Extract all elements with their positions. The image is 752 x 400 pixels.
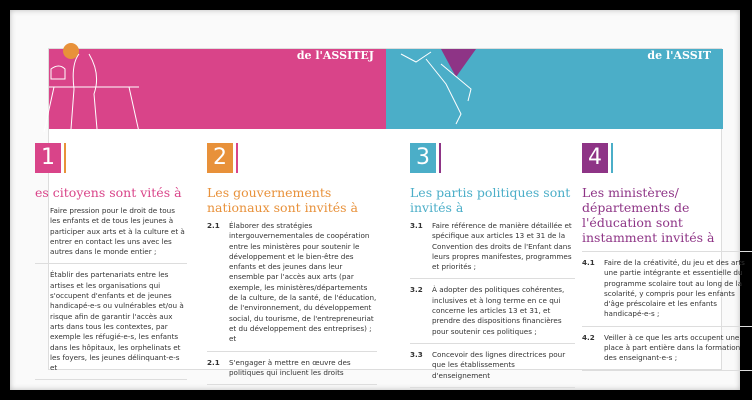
column-governments	[207, 143, 377, 385]
banner-caption: de l'ASSIT	[647, 49, 711, 62]
picture-frame-mat	[10, 10, 745, 390]
item-text: Faire pression pour le droit de tous les enfants et de tous les jeunes à participer aux arts et à la culture et à entrer en contact les uns avec les autres dans le monde entier ;	[50, 206, 185, 257]
list-item	[582, 327, 752, 371]
column-citizens	[35, 143, 187, 380]
section-number-badge: 2	[207, 143, 233, 173]
item-text: Établir des partenariats entre les artises et les organisations qui s'occupent d'enfants et de jeunes handicapé-e-s ou vulnérables et/ou à risque afin de garantir l'accès aux arts dans tous les contextes, par exemple les réfugié-e-s, les enfants dans les hôpitaux, les orphelinats et les foyers, les jeunes délinquant-e-s et	[50, 270, 184, 373]
section-number-badge: 3	[410, 143, 436, 173]
list-item	[410, 344, 575, 388]
section-number-badge: 1	[35, 143, 61, 173]
section-heading: Les partis politiques sont invités à	[410, 185, 571, 215]
list-item	[207, 352, 377, 386]
list-item	[35, 264, 187, 380]
item-text: Faire référence de manière détaillée et spécifique aux articles 13 et 31 de la Convention des droits de l'Enfant dans leurs propres manifestes, programmes et priorités ;	[432, 221, 572, 272]
item-text: Concevoir des lignes directrices pour que les établissements d'enseignement	[432, 349, 566, 380]
item-number: 4.2	[582, 332, 595, 342]
item-number: 2.1	[207, 221, 220, 230]
list-item	[35, 200, 187, 264]
section-number-badge: 4	[582, 143, 608, 173]
accent-bar	[439, 143, 441, 173]
column-education-ministries	[582, 143, 752, 371]
list-item	[582, 251, 752, 327]
accent-bar	[611, 143, 613, 173]
column-political-parties	[410, 143, 575, 388]
flying-figure-illustration-icon	[401, 49, 521, 129]
item-number: 3.2	[410, 285, 423, 295]
banner-blue	[386, 49, 723, 129]
section-heading: es citoyens sont vités à	[35, 185, 182, 200]
item-number: 3.1	[410, 221, 423, 230]
item-number: 2.1	[207, 357, 220, 367]
item-number: 3.3	[410, 349, 423, 359]
accent-bar	[64, 143, 66, 173]
item-number: 4.1	[582, 258, 595, 267]
item-text: S'engager à mettre en œuvre des politiques qui incluent les droits	[229, 357, 351, 377]
item-text: Veiller à ce que les arts occupent une place à part entière dans la formation des enseignant-e-s ;	[604, 332, 741, 363]
list-item	[410, 215, 575, 279]
document-page	[35, 48, 745, 380]
list-item	[207, 215, 377, 352]
banner-caption: de l'ASSITEJ	[296, 49, 374, 62]
child-painting-illustration-icon	[49, 49, 179, 129]
accent-bar	[236, 143, 238, 173]
list-item	[410, 279, 575, 343]
section-heading: Les gouvernements nationaux sont invités à	[207, 185, 358, 215]
item-text: À adopter des politiques cohérentes, inclusives et à long terme en ce qui concerne les articles 13 et 31, et prendre des dispositions financières pour soutenir ces politiques ;	[432, 285, 565, 336]
banner-pink	[49, 49, 386, 129]
section-heading: Les ministères/ départements de l'éducation sont instamment invités à	[582, 185, 715, 245]
item-text: Élaborer des stratégies intergouvernementales de coopération entre les ministères pour soutenir le développement et le bien-être des enfants et des jeunes dans leur ensemble par l'accès aux arts (par exemple, les ministères/départements de la culture, de la santé, de l'éducation, de l'environnement, du développement social, du tourisme, de l'entrepreneuriat et du développement des entreprises) ; et	[229, 221, 377, 344]
item-text: Faire de la créativité, du jeu et des arts une partie intégrante et essentielle du programme scolaire tout au long de la scolarité, y compris pour les enfants d'âge préscolaire et les enfants handicapé-e-s ;	[604, 258, 745, 319]
